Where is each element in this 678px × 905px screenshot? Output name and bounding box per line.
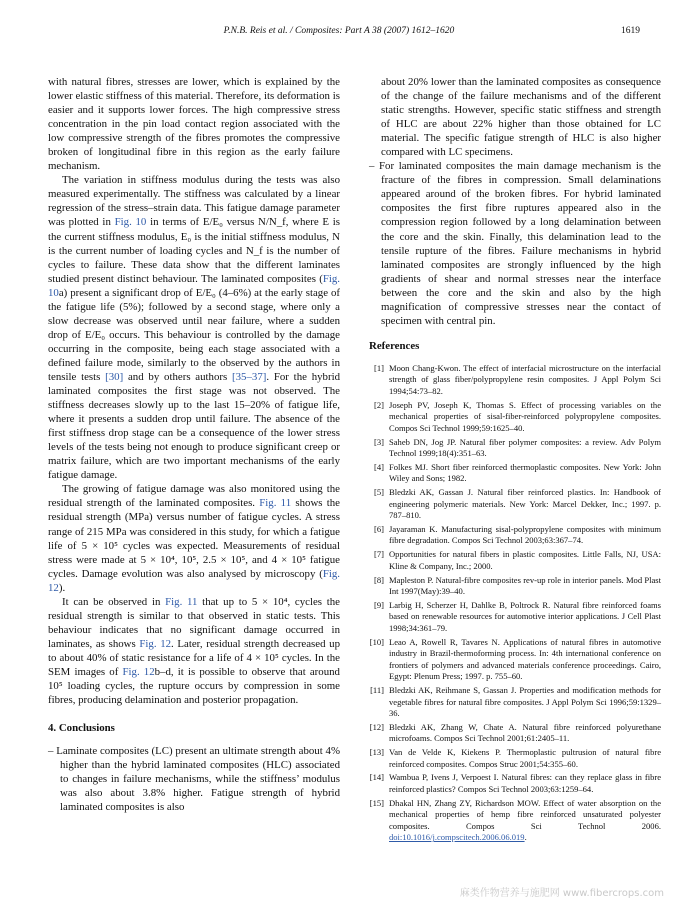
references-list [369, 363, 661, 844]
reference-text: Mapleston P. Natural-fibre composites rev-up role in interior panels. Mod Plast Int 1997(May):39–40. [389, 574, 661, 597]
ref-35-37-link[interactable]: [35–37] [232, 370, 267, 383]
journal-citation: P.N.B. Reis et al. / Composites: Part A 38 (2007) 1612–1620 [223, 26, 455, 36]
section-title-conclusions: 4. Conclusions [48, 722, 115, 735]
reference-number: [5] [374, 487, 384, 498]
fig-11-link[interactable]: Fig. 11 [259, 497, 292, 510]
reference-number: [13] [369, 747, 384, 758]
reference-text: Bledzki AK, Reihmane S, Gassan J. Properties and modification methods for vegetable fibres for natural fibre composites. J Appl Polym Sci 1996;59:1329–36. [389, 684, 661, 719]
left-column [48, 75, 340, 814]
reference-text: Opportunities for natural fibers in plastic composites. Little Falls, NJ, USA: Kline & Company, Inc.; 2000. [389, 549, 661, 571]
paragraph-3: The growing of fatigue damage was also monitored using the residual strength of the laminated composites. Fig. 11 shows the residual strength (MPa) versus number of fatigue cycles. A stress range of 215 MPa was considered in this study, for which a fatigue life of 5 × 10⁵ cycles was expected. Measurements of residual stress were made at 5 × 10⁴, 10⁵, 2.5 × 10⁵, and 4 × 10⁵ fatigue cycles. Damage evolution was also analysed by microscopy (Fig. 12). [48, 483, 340, 594]
reference-number: [15] [369, 797, 384, 808]
conclusion-bullet-1-cont: about 20% lower than the laminated composites as consequence of the change of the failure mechanisms and of the different static strengths. However, specific static stiffness and strength of HLC are about 22% higher than those obtained for LC material. The specific fatigue strength of HLC is also higher compared with LC specimens. [381, 76, 661, 159]
reference-item [369, 798, 661, 844]
running-header [0, 26, 678, 42]
reference-item [369, 685, 661, 720]
reference-item [369, 637, 661, 683]
reference-item [369, 747, 661, 770]
reference-number: [2] [374, 399, 384, 410]
fig-10-link[interactable]: Fig. 10 [114, 216, 147, 229]
fig-12-link[interactable]: Fig. 12 [48, 567, 340, 594]
reference-text: Wambua P, Ivens J, Verpoest I. Natural fibres: can they replace glass in fibre reinforced plastics? Compos Sci Technol 2003;63:1259–64. [389, 772, 661, 794]
conclusion-bullet-2: – For laminated composites the main damage mechanism is the fracture of the fibres in compression. Small delaminations appeared around of the broken fibres. For hybrid laminated composites the first fibre ruptures appeared also in the compression region followed by a long delamination between the core and the skin. Finally, this delamination lead to the tensile rupture of the fibres. Failure mechanisms in hybrid laminated composites are strongly influenced by the high gradients of shear and normal stresses near the interface between the core and the skin and also by the high magnification of compressive stresses near the contact of specimen with central pin. [369, 160, 661, 327]
reference-text: Bledzki AK, Zhang W, Chate A. Natural fibre reinforced polyurethane microfoams. Compos Sci Technol 2001;61:2405–11. [389, 721, 661, 744]
paragraph-2: The variation in stiffness modulus during the tests was also measured experimentally. The stiffness was calculated by a linear regression of the stress–strain data. This fatigue damage parameter was plotted in Fig. 10 in terms of E/E₀ versus N/N_f, where E is the current stiffness modulus, E₀ is the initial stiffness modulus, N is the current number of loading cycles and N_f is the number of cycles to failure. These data show that the different laminates studied present distinct behaviour. The laminated composites (Fig. 10a) present a significant drop of E/E₀ (4–6%) at the early stage of the fatigue life (5%); followed by a second stage, where only a slow decrease was observed until near failure, where a sudden drop of E/E₀ occurs. This behaviour is controlled by the damage occurring in the composite, being each stage associated with a defined failure mode, similarly to the observed by the authors in tensile tests [30] and by others authors [35–37]. For the hybrid laminated composites the first stage was not observed. The stiffness decreases slowly up to the last 15–20% of fatigue life, where it presents a sudden drop until failure. The absence of the first stiffness drop stage can be a consequence of the lower stress levels of the tests being not enough to produce significant creep or matrix failure, which are two important mechanisms of the early fatigue damage. [48, 174, 341, 482]
paragraph-1: with natural fibres, stresses are lower, which is explained by the lower elastic stiffness of this material. Therefore, its deformation is easier and it supports lower forces. The high compressive stress concentration in the pin load contact region associated with the low compressive strength of the fibres promotes the compressive broken of longitudinal fibre in this region as the early failure mechanism. [48, 76, 340, 173]
reference-item [369, 462, 661, 485]
right-column [369, 75, 661, 846]
reference-text: Leao A, Rowell R, Tavares N. Applications of natural fibres in automotive industry in Brazil-thermoforming process. In: 4th international conference on frontiers of polymers and advanced materials conference proceedings. Cairo, Egypt: Plenum Press; 1997. p. 755–60. [389, 636, 661, 682]
reference-number: [4] [374, 461, 384, 472]
reference-number: [9] [374, 599, 384, 610]
reference-item [369, 772, 661, 795]
reference-number: [10] [369, 636, 384, 647]
reference-item [369, 600, 661, 635]
watermark: 麻类作物营养与施肥网 www.fibercrops.com [459, 888, 664, 899]
reference-item [369, 549, 661, 572]
fig-11b-link[interactable]: Fig. 11 [165, 595, 198, 608]
reference-text: Larbig H, Scherzer H, Dahlke B, Poltrock R. Natural fibre reinforced foams based on renewable resources for automotive interior applications. J Cell Plast 1998;34:361–79. [389, 599, 661, 633]
page-number: 1619 [621, 26, 640, 36]
reference-item [369, 722, 661, 745]
reference-number: [11] [370, 684, 384, 695]
reference-number: [8] [374, 574, 384, 585]
conclusion-bullet-1: – Laminate composites (LC) present an ultimate strength about 4% higher than the hybrid laminated composites (HLC) associated to changes in failure mechanisms, while the stiffness’ modulus was also about 3.8% higher. Fatigue strength of hybrid laminated composites is also [48, 745, 340, 814]
reference-text: Saheb DN, Jog JP. Natural fiber polymer composites: a review. Adv Polym Technol 1999;18(4):351–63. [389, 436, 661, 459]
reference-number: [3] [374, 436, 384, 447]
reference-item [369, 437, 661, 460]
fig-10a-link[interactable]: Fig. 10 [48, 272, 340, 299]
reference-item [369, 524, 661, 547]
reference-item [369, 575, 661, 598]
reference-text: Folkes MJ. Short fiber reinforced thermoplastic composites. New York: John Wiley and Sons; 1982. [389, 461, 661, 484]
reference-number: [14] [369, 772, 384, 783]
reference-text: Van de Velde K, Kiekens P. Thermoplastic pultrusion of natural fibre reinforced composites. Compos Struc 2001;54:355–60. [389, 747, 661, 769]
reference-number: [7] [374, 549, 384, 560]
reference-item [369, 363, 661, 398]
reference-text: Moon Chang-Kwon. The effect of interfacial microstructure on the interfacial strength of glass fiber/polypropylene resin composites. J Appl Polym Sci 1994;54:73–82. [389, 362, 661, 396]
paragraph-4: It can be observed in Fig. 11 that up to 5 × 10⁴, cycles the residual strength is similar to that observed in static tests. This behaviour indicates that no significant damage occurred in laminates, as shows Fig. 12. Later, residual strength decreased up to about 40% of static resistance for a life of 4 × 10⁵ cycles. In the SEM images of Fig. 12b–d, it is possible to observe that around 10⁵ loading cycles, the rupture occurs by compression in some fibres, producing delamination and posterior propagation. [48, 595, 341, 707]
reference-text: Jayaraman K. Manufacturing sisal-polypropylene composites with minimum fibre degradation. Compos Sci Technol 2003;63:367–74. [389, 523, 661, 546]
reference-text: Bledzki AK, Gassan J. Natural fiber reinforced plastics. In: Handbook of engineering polymeric materials. New York: Marcel Dekker, Inc.; 1997. p. 787–810. [389, 487, 661, 521]
fig-12b-link[interactable]: Fig. 12 [139, 637, 172, 650]
reference-item [369, 487, 661, 522]
fig-12c-link[interactable]: Fig. 12 [122, 665, 155, 678]
reference-number: [1] [374, 362, 384, 373]
reference-item [369, 400, 661, 435]
reference-text: Dhakal HN, Zhang ZY, Richardson MOW. Effect of water absorption on the mechanical properties of hemp fibre reinforced unsaturated polyester composites. Compos Sci Technol 2006. doi:10.1016/j.compscitech.2006.06.019. [389, 797, 661, 843]
reference-number: [6] [374, 523, 384, 534]
reference-number: [12] [369, 721, 384, 732]
doi-link[interactable]: doi:10.1016/j.compscitech.2006.06.019 [389, 832, 525, 843]
references-title: References [369, 339, 420, 352]
reference-text: Joseph PV, Joseph K, Thomas S. Effect of processing variables on the mechanical properties of sisal-fiber-reinforced polypropylene composites. Compos Sci Technol 1999;59:1625–40. [389, 399, 661, 433]
ref-30-link[interactable]: [30] [105, 370, 124, 383]
